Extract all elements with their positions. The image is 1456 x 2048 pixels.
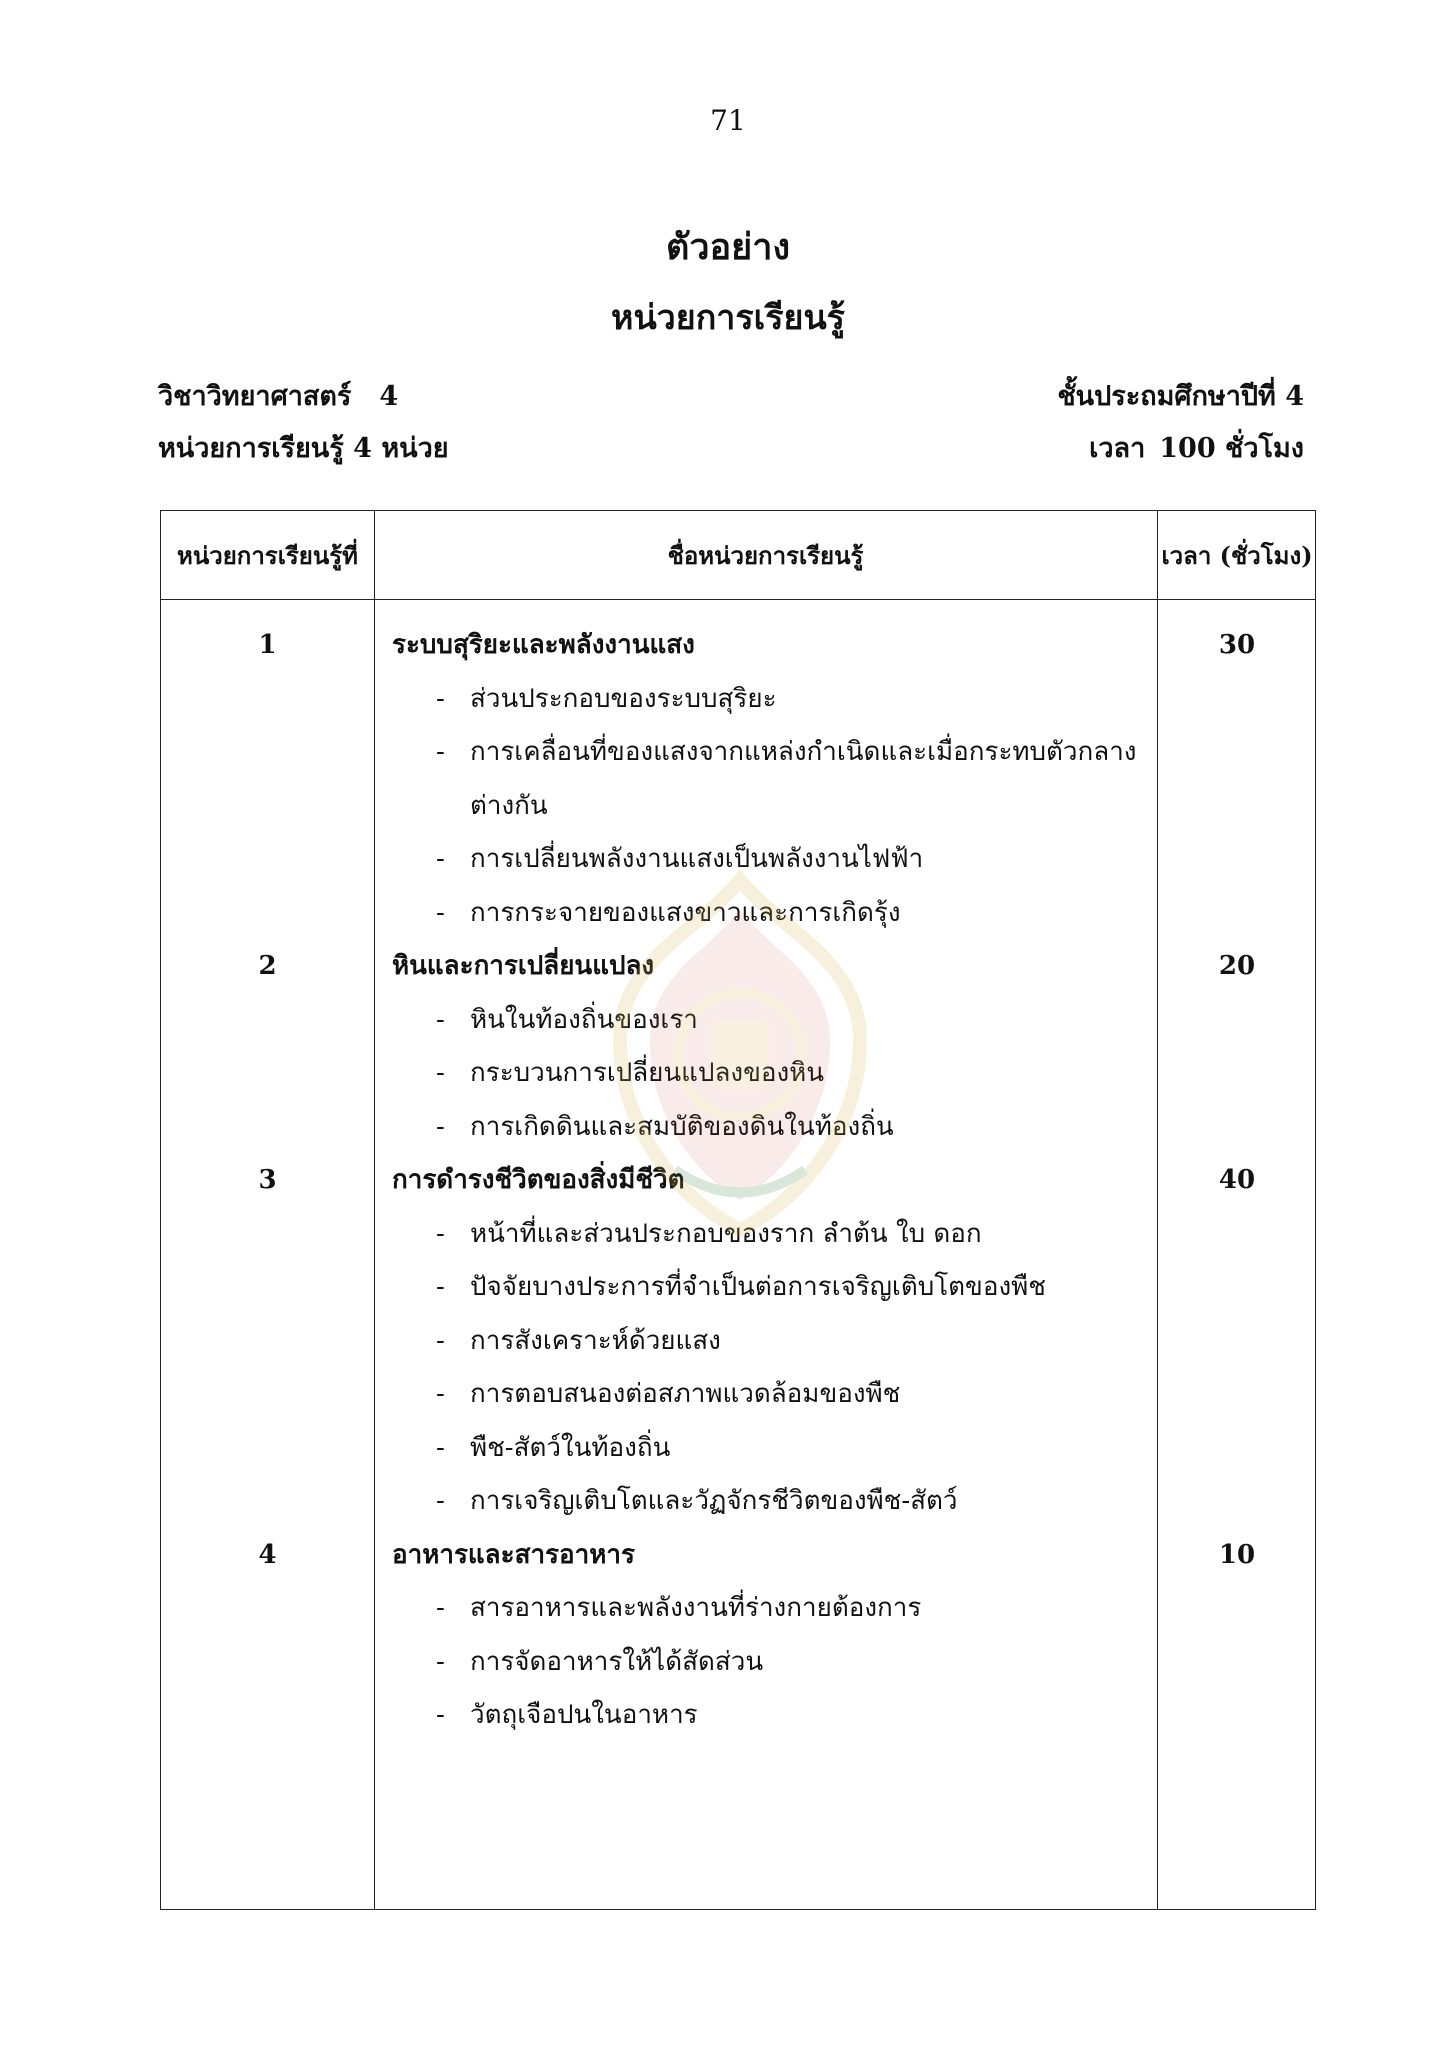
units-table — [160, 510, 1316, 1910]
header-divider — [161, 599, 1315, 600]
bullet-dash: - — [436, 844, 445, 874]
bullet-dash: - — [436, 1432, 445, 1463]
unit-number: 3 — [258, 1165, 277, 1195]
topic-item — [161, 1261, 1317, 1315]
subject-line — [158, 374, 398, 417]
topic-item — [161, 726, 1317, 780]
grade-level: ชั้นประถมศึกษาปีที่ 4 — [1057, 381, 1304, 412]
topic-item — [161, 1315, 1317, 1369]
unit-row — [161, 1529, 1317, 1583]
bullet-dash: - — [436, 1379, 445, 1409]
document-title: ตัวอย่าง — [665, 226, 791, 268]
unit-name: หินและการเปลี่ยนแปลง — [392, 951, 655, 981]
document-subtitle: หน่วยการเรียนรู้ — [611, 298, 845, 338]
total-time — [1089, 426, 1304, 469]
topic-text: หินในท้องถิ่นของเรา — [470, 1004, 698, 1035]
unit-hours: 20 — [1218, 951, 1256, 981]
topic-text: การเจริญเติบโตและวัฏจักรชีวิตของพืช-สัตว์ — [470, 1486, 958, 1516]
topic-item — [161, 994, 1317, 1048]
topic-text: ปัจจัยบางประการที่จำเป็นต่อการเจริญเติบโตของพืช — [470, 1272, 1046, 1302]
time-label: เวลา — [1089, 433, 1146, 464]
topic-text: การกระจายของแสงขาวและการเกิดรุ้ง — [470, 897, 901, 928]
topic-item — [161, 1368, 1317, 1422]
topic-continuation — [161, 780, 1317, 834]
topic-text: การเปลี่ยนพลังงานแสงเป็นพลังงานไฟฟ้า — [470, 844, 924, 874]
bullet-dash: - — [436, 1218, 445, 1249]
topic-text: หน้าที่และส่วนประกอบของราก ลำต้น ใบ ดอก — [470, 1218, 982, 1249]
header-hours: เวลา (ชั่วโมง) — [1161, 540, 1313, 570]
bullet-dash: - — [436, 1004, 445, 1035]
topic-item — [161, 1208, 1317, 1262]
topic-item — [161, 1101, 1317, 1155]
topic-item — [161, 1422, 1317, 1476]
bullet-dash: - — [436, 1646, 445, 1677]
topic-text: การเกิดดินและสมบัติของดินในท้องถิ่น — [470, 1111, 894, 1142]
topic-item — [161, 1475, 1317, 1529]
time-value: 100 ชั่วโมง — [1159, 433, 1304, 464]
unit-name: อาหารและสารอาหาร — [392, 1539, 635, 1570]
topic-item — [161, 1582, 1317, 1636]
topic-item — [161, 1689, 1317, 1743]
topic-text: การตอบสนองต่อสภาพแวดล้อมของพืช — [470, 1379, 901, 1409]
units-count: หน่วยการเรียนรู้ 4 หน่วย — [158, 433, 449, 464]
subject-number: 4 — [379, 381, 399, 412]
bullet-dash: - — [436, 1272, 445, 1302]
header-unit-number: หน่วยการเรียนรู้ที่ — [177, 540, 358, 570]
bullet-dash: - — [436, 683, 445, 714]
unit-hours: 10 — [1218, 1539, 1256, 1570]
bullet-dash: - — [436, 1325, 445, 1356]
bullet-dash: - — [436, 897, 445, 928]
unit-number: 4 — [258, 1539, 277, 1570]
topic-text: พืช-สัตว์ในท้องถิ่น — [470, 1432, 671, 1463]
unit-name: การดำรงชีวิตของสิ่งมีชีวิต — [392, 1165, 685, 1195]
bullet-dash: - — [436, 1111, 445, 1142]
topic-item — [161, 887, 1317, 941]
subject-label: วิชาวิทยาศาสตร์ — [158, 381, 352, 412]
topic-item — [161, 1636, 1317, 1690]
topic-text: การจัดอาหารให้ได้สัดส่วน — [470, 1646, 764, 1677]
unit-number: 2 — [258, 951, 277, 981]
topic-text: กระบวนการเปลี่ยนแปลงของหิน — [470, 1058, 825, 1088]
table-body — [161, 619, 1317, 1743]
topic-item — [161, 833, 1317, 887]
bullet-dash: - — [436, 1486, 445, 1516]
unit-row — [161, 940, 1317, 994]
topic-item — [161, 1047, 1317, 1101]
topic-text: การสังเคราะห์ด้วยแสง — [470, 1325, 721, 1356]
topic-item — [161, 673, 1317, 727]
page-number: 71 — [710, 104, 746, 137]
unit-name: ระบบสุริยะและพลังงานแสง — [392, 630, 695, 660]
topic-text: การเคลื่อนที่ของแสงจากแหล่งกำเนิดและเมื่อกระทบตัวกลาง — [470, 737, 1137, 767]
topic-text: วัตถุเจือปนในอาหาร — [470, 1700, 698, 1730]
unit-row — [161, 1154, 1317, 1208]
topic-text: สารอาหารและพลังงานที่ร่างกายต้องการ — [470, 1593, 922, 1623]
topic-text: ส่วนประกอบของระบบสุริยะ — [470, 683, 777, 714]
unit-hours: 30 — [1218, 630, 1256, 660]
bullet-dash: - — [436, 1593, 445, 1623]
unit-number: 1 — [258, 630, 277, 660]
bullet-dash: - — [436, 1700, 445, 1730]
bullet-dash: - — [436, 737, 445, 767]
unit-row — [161, 619, 1317, 673]
topic-text: ต่างกัน — [470, 790, 548, 821]
unit-hours: 40 — [1218, 1165, 1256, 1195]
header-unit-name: ชื่อหน่วยการเรียนรู้ — [667, 540, 864, 570]
bullet-dash: - — [436, 1058, 445, 1088]
